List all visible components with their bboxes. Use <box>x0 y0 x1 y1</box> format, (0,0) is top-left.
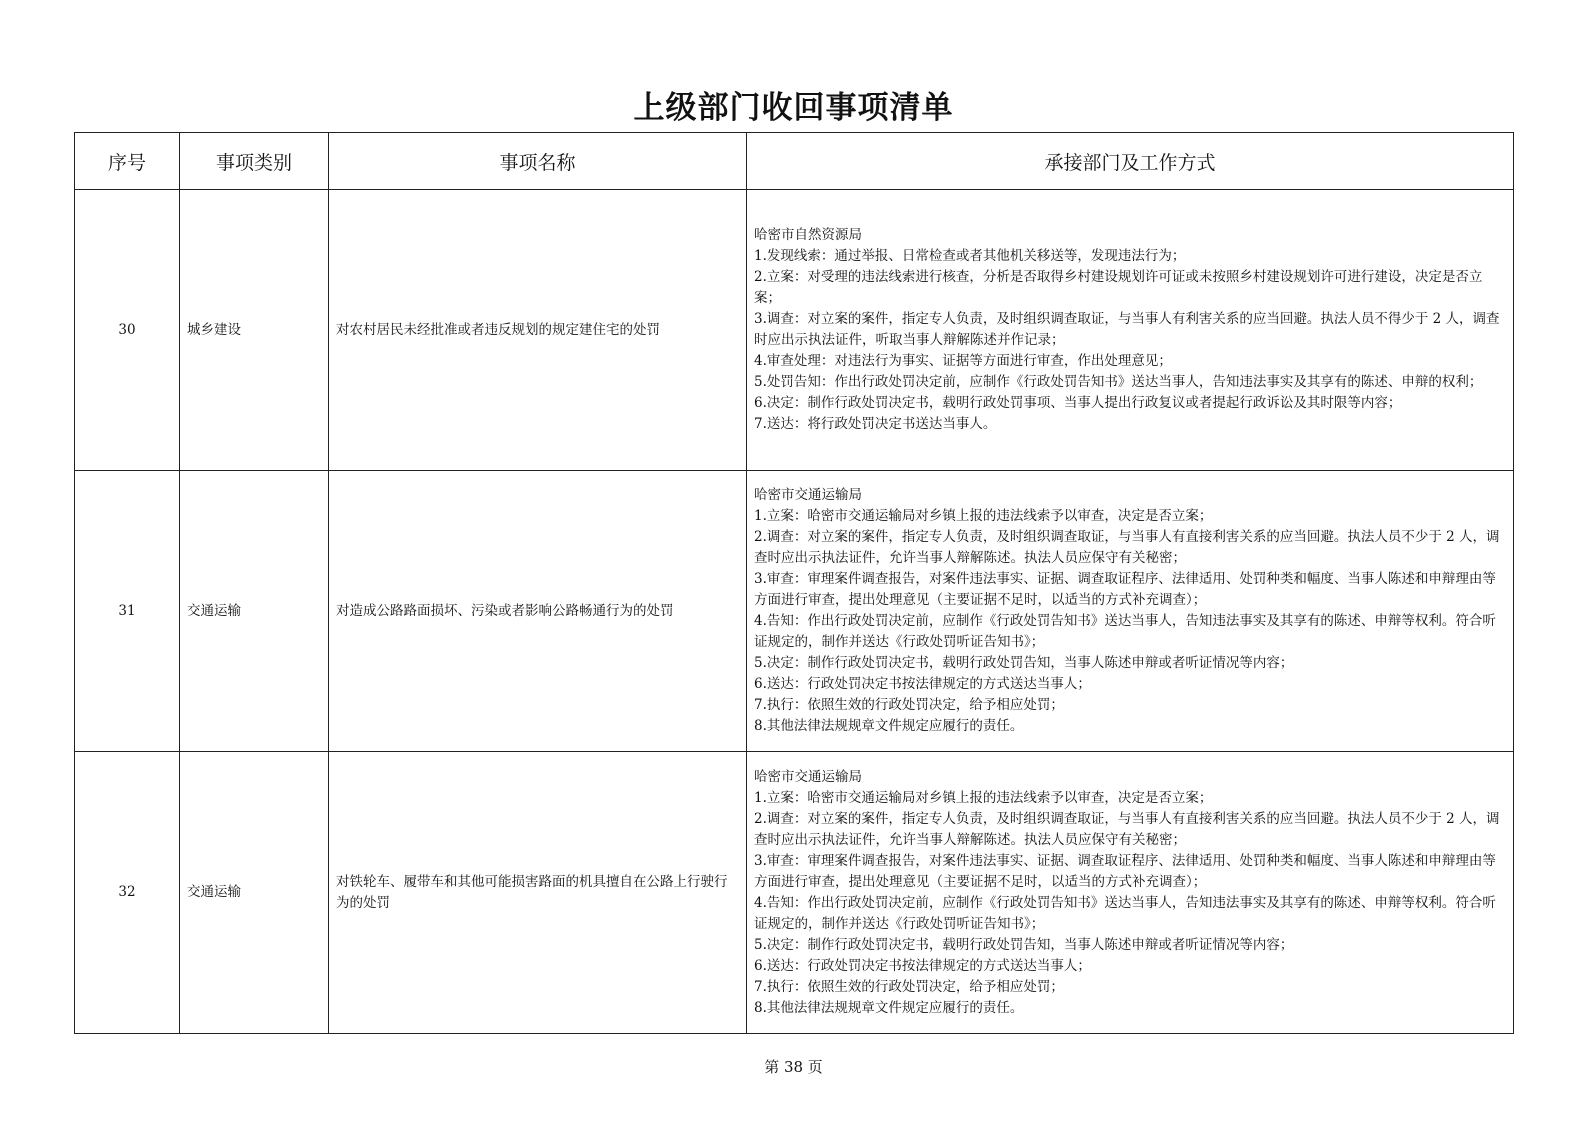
work-line: 3.审查：审理案件调查报告，对案件违法事实、证据、调查取证程序、法律适用、处罚种类和幅度、当事人陈述和申辩理由等方面进行审查，提出处理意见（主要证据不足时，以适当的方式补充调查）； <box>754 571 1496 608</box>
cell-seq: 31 <box>75 471 180 752</box>
cell-work <box>747 471 1514 752</box>
work-line: 5.决定：制作行政处罚决定书，载明行政处罚告知，当事人陈述申辩或者听证情况等内容； <box>754 655 1294 671</box>
cell-name: 对铁轮车、履带车和其他可能损害路面的机具擅自在公路上行驶行为的处罚 <box>329 752 747 1034</box>
work-line: 1.立案：哈密市交通运输局对乡镇上报的违法线索予以审查，决定是否立案； <box>754 789 1213 806</box>
work-line: 8.其他法律法规规章文件规定应履行的责任。 <box>754 999 1024 1016</box>
work-line: 4.审查处理：对违法行为事实、证据等方面进行审查，作出处理意见； <box>754 353 1172 369</box>
work-line: 5.决定：制作行政处罚决定书，载明行政处罚告知，当事人陈述申辩或者听证情况等内容； <box>754 936 1294 953</box>
items-table <box>74 132 1514 1034</box>
work-line: 哈密市交通运输局 <box>754 768 862 785</box>
work-line: 6.送达：行政处罚决定书按法律规定的方式送达当事人； <box>754 676 1091 692</box>
work-line: 5.处罚告知：作出行政处罚决定前，应制作《行政处罚告知书》送达当事人，告知违法事实及其享有的陈述、申辩的权利； <box>754 374 1483 390</box>
header-seq: 序号 <box>75 133 180 190</box>
work-line: 4.告知：作出行政处罚决定前，应制作《行政处罚告知书》送达当事人，告知违法事实及其享有的陈述、申辩等权利。符合听证规定的，制作并送达《行政处罚听证告知书》； <box>754 613 1496 650</box>
cell-category: 城乡建设 <box>180 190 329 471</box>
work-line: 2.立案：对受理的违法线索进行核查，分析是否取得乡村建设规划许可证或未按照乡村建设规划许可进行建设，决定是否立案； <box>754 269 1483 306</box>
work-line: 3.调查：对立案的案件，指定专人负责，及时组织调查取证，与当事人有利害关系的应当回避。执法人员不得少于 2 人，调查时应出示执法证件，听取当事人辩解陈述并作记录； <box>754 311 1500 348</box>
page-number: 第 38 页 <box>764 1058 823 1076</box>
work-line: 2.调查：对立案的案件，指定专人负责，及时组织调查取证，与当事人有直接利害关系的应当回避。执法人员不少于 2 人，调查时应出示执法证件，允许当事人辩解陈述。执法人员应保守有关秘密； <box>754 810 1500 848</box>
header-category: 事项类别 <box>180 133 329 190</box>
cell-name: 对农村居民未经批准或者违反规划的规定建住宅的处罚 <box>329 190 747 471</box>
header-work: 承接部门及工作方式 <box>747 133 1514 190</box>
work-line: 7.执行：依照生效的行政处罚决定，给予相应处罚； <box>754 697 1064 713</box>
cell-seq: 32 <box>75 752 180 1034</box>
cell-work <box>747 752 1514 1034</box>
work-line: 2.调查：对立案的案件，指定专人负责，及时组织调查取证，与当事人有直接利害关系的应当回避。执法人员不少于 2 人，调查时应出示执法证件，允许当事人辩解陈述。执法人员应保守有关秘密； <box>754 529 1500 566</box>
cell-work <box>747 190 1514 471</box>
work-line: 7.送达：将行政处罚决定书送达当事人。 <box>754 416 997 432</box>
work-line: 6.送达：行政处罚决定书按法律规定的方式送达当事人； <box>754 957 1091 974</box>
page-title: 上级部门收回事项清单 <box>633 90 954 126</box>
cell-name: 对造成公路路面损坏、污染或者影响公路畅通行为的处罚 <box>329 471 747 752</box>
work-line: 哈密市自然资源局 <box>754 227 862 243</box>
cell-category: 交通运输 <box>180 471 329 752</box>
header-name: 事项名称 <box>329 133 747 190</box>
work-line: 哈密市交通运输局 <box>754 487 862 503</box>
table-row <box>75 471 1514 752</box>
work-line: 1.立案：哈密市交通运输局对乡镇上报的违法线索予以审查，决定是否立案； <box>754 508 1213 524</box>
work-line: 3.审查：审理案件调查报告，对案件违法事实、证据、调查取证程序、法律适用、处罚种类和幅度、当事人陈述和申辩理由等方面进行审查，提出处理意见（主要证据不足时，以适当的方式补充调查）； <box>754 852 1496 890</box>
table-header-row <box>75 133 1514 190</box>
work-line: 6.决定：制作行政处罚决定书，载明行政处罚事项、当事人提出行政复议或者提起行政诉讼及其时限等内容； <box>754 395 1402 411</box>
work-line: 1.发现线索：通过举报、日常检查或者其他机关移送等，发现违法行为； <box>754 248 1186 264</box>
table-row <box>75 752 1514 1034</box>
cell-seq: 30 <box>75 190 180 471</box>
work-line: 8.其他法律法规规章文件规定应履行的责任。 <box>754 718 1024 734</box>
work-line: 4.告知：作出行政处罚决定前，应制作《行政处罚告知书》送达当事人，告知违法事实及其享有的陈述、申辩等权利。符合听证规定的，制作并送达《行政处罚听证告知书》； <box>754 894 1496 932</box>
work-line: 7.执行：依照生效的行政处罚决定，给予相应处罚； <box>754 978 1064 995</box>
cell-category: 交通运输 <box>180 752 329 1034</box>
table-row <box>75 190 1514 471</box>
